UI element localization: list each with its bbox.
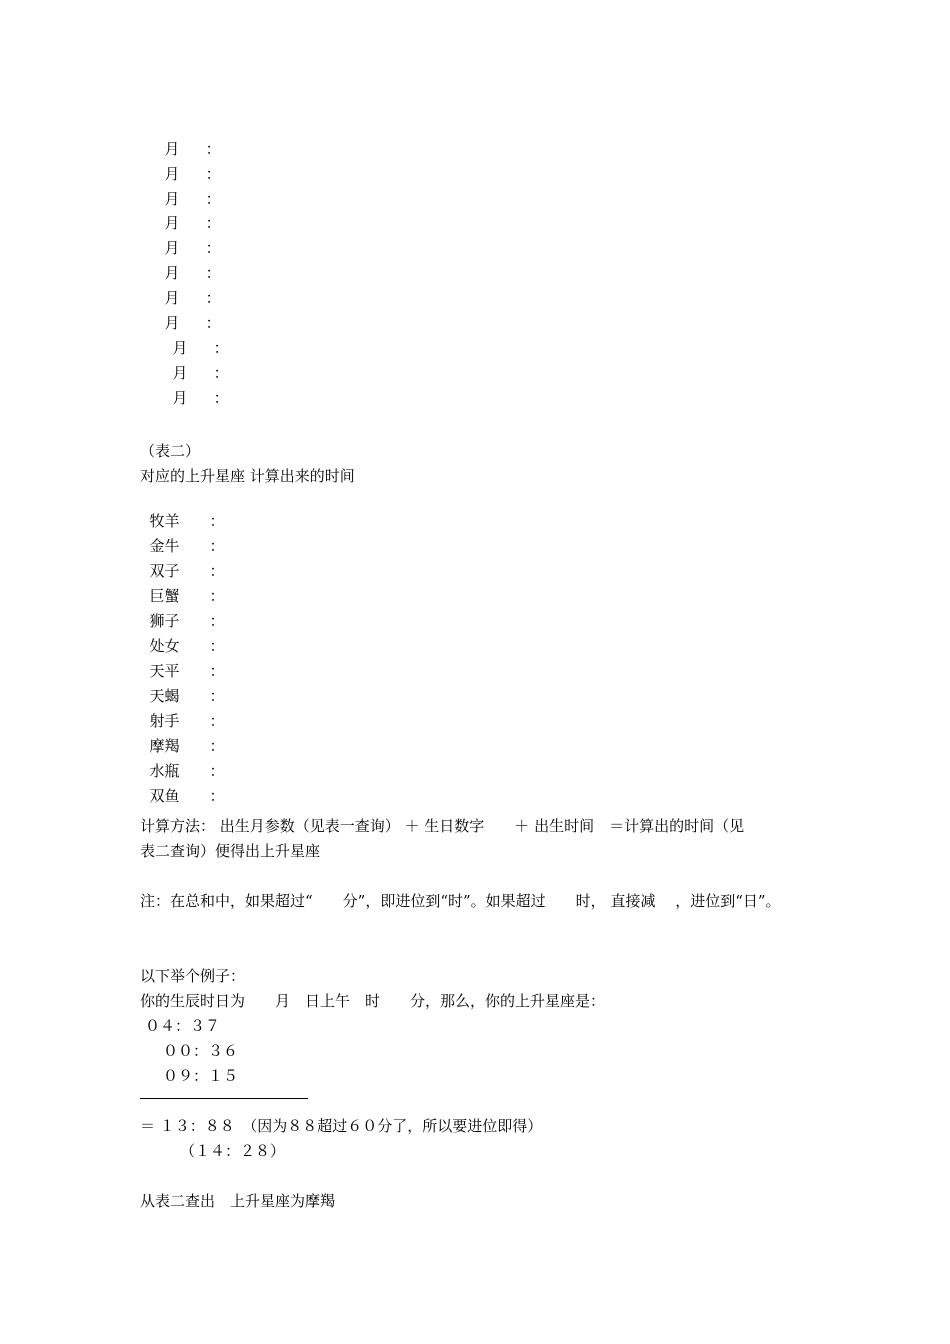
sign-row <box>140 616 225 655</box>
month-row <box>155 243 221 282</box>
example-question: 你的生辰时日为 月 日上午 时 分，那么，你的上升星座是： <box>140 992 606 1010</box>
sign-label: 天蝎 <box>149 687 180 705</box>
colon: ： <box>209 512 225 530</box>
month-row <box>155 218 221 257</box>
colon: ： <box>209 687 225 705</box>
sign-label: 水瓶 <box>149 762 180 780</box>
sign-row <box>140 766 225 805</box>
sign-label: 摩羯 <box>149 737 180 755</box>
sign-row <box>140 541 225 580</box>
month-label: 月 <box>164 214 180 232</box>
month-row <box>155 119 221 158</box>
colon: ： <box>209 562 225 580</box>
month-label: 月 <box>172 389 188 407</box>
colon: ： <box>205 289 221 307</box>
month-row <box>155 268 221 307</box>
month-row <box>163 343 229 382</box>
example-sum-adjusted: （１４：２８） <box>180 1142 286 1160</box>
colon: ： <box>205 140 221 158</box>
colon: ： <box>209 637 225 655</box>
sign-label: 牧羊 <box>149 512 180 530</box>
colon: ： <box>213 339 229 357</box>
table2-header: 对应的上升星座 计算出来的时间 <box>140 467 355 485</box>
colon: ： <box>205 190 221 208</box>
method-line-1: 计算方法： 出生月参数（见表一查询） ＋ 生日数字 ＋ 出生时间 ＝计算出的时间（见 <box>140 817 745 835</box>
month-row <box>155 293 221 332</box>
sign-row <box>140 516 225 555</box>
sum-divider <box>140 1098 308 1099</box>
colon: ： <box>205 214 221 232</box>
colon: ： <box>209 762 225 780</box>
sign-row <box>140 641 225 680</box>
month-label: 月 <box>164 289 180 307</box>
colon: ： <box>209 587 225 605</box>
note: 注：在总和中，如果超过“ 分”，即进位到“时”。如果超过 时， 直接减 ，进位到“日”。 <box>140 892 781 910</box>
colon: ： <box>209 612 225 630</box>
colon: ： <box>209 712 225 730</box>
method-line-2: 表二查询）便得出上升星座 <box>140 842 321 860</box>
sign-label: 双鱼 <box>149 787 180 805</box>
colon: ： <box>209 787 225 805</box>
month-label: 月 <box>164 264 180 282</box>
sign-row <box>140 491 225 530</box>
example-line-a: ０４：３７ <box>145 1017 221 1035</box>
sign-row <box>140 741 225 780</box>
sign-label: 狮子 <box>149 612 180 630</box>
example-conclusion: 从表二查出 上升星座为摩羯 <box>140 1192 336 1210</box>
month-label: 月 <box>164 314 180 332</box>
sign-label: 金牛 <box>149 537 180 555</box>
sign-row <box>140 566 225 605</box>
sign-label: 双子 <box>149 562 180 580</box>
colon: ： <box>205 165 221 183</box>
example-intro: 以下举个例子： <box>140 967 246 985</box>
sign-row <box>140 691 225 730</box>
colon: ： <box>213 364 229 382</box>
month-row <box>155 169 221 208</box>
colon: ： <box>209 737 225 755</box>
colon: ： <box>205 314 221 332</box>
colon: ： <box>209 662 225 680</box>
table2-title: （表二） <box>140 442 201 460</box>
example-line-b: ００：３６ <box>163 1042 239 1060</box>
colon: ： <box>205 264 221 282</box>
sign-row <box>140 666 225 705</box>
month-label: 月 <box>164 239 180 257</box>
sign-label: 处女 <box>149 637 180 655</box>
colon: ： <box>209 537 225 555</box>
sign-label: 天平 <box>149 662 180 680</box>
month-label: 月 <box>164 165 180 183</box>
sign-label: 射手 <box>149 712 180 730</box>
example-sum: ＝ １３：８８ （因为８８超过６０分了，所以要进位即得） <box>140 1117 543 1135</box>
sign-label: 巨蟹 <box>149 587 180 605</box>
month-label: 月 <box>164 190 180 208</box>
month-label: 月 <box>172 339 188 357</box>
example-line-c: ０９：１５ <box>163 1067 239 1085</box>
month-row <box>155 193 221 232</box>
month-row <box>155 144 221 183</box>
month-row <box>163 318 229 357</box>
sign-row <box>140 716 225 755</box>
sign-row <box>140 591 225 630</box>
colon: ： <box>205 239 221 257</box>
month-label: 月 <box>164 140 180 158</box>
colon: ： <box>213 389 229 407</box>
month-label: 月 <box>172 364 188 382</box>
month-row <box>163 368 229 407</box>
